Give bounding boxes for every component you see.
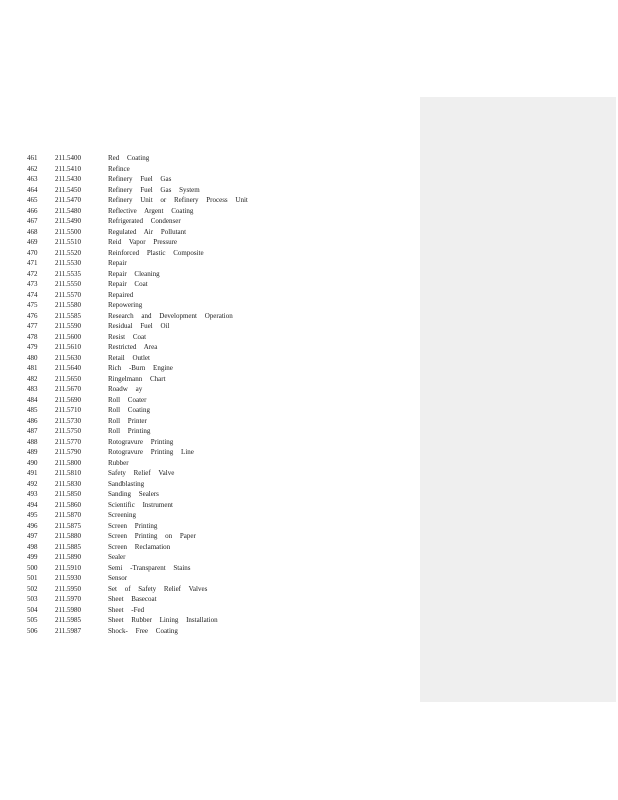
definition-row <box>27 405 407 416</box>
definition-term: Roadw ay <box>108 385 143 393</box>
definition-number: 486 <box>27 416 38 425</box>
definition-term: Reflective Argent Coating <box>108 206 194 215</box>
definition-number: 491 <box>27 469 38 477</box>
definition-row <box>27 321 407 332</box>
definition-row <box>27 615 407 626</box>
definition-row <box>27 447 407 458</box>
definition-term: Repowering <box>108 301 143 309</box>
definition-row <box>27 216 407 227</box>
definition-number: 505 <box>27 616 38 624</box>
definition-term: Repair Cleaning <box>108 269 160 278</box>
definition-row <box>27 458 407 469</box>
definition-number: 475 <box>27 301 38 309</box>
definition-number: 481 <box>27 364 38 372</box>
definition-section: 211.5810 <box>55 469 81 477</box>
definition-term: Repair <box>108 259 127 267</box>
definition-term: Sheet Basecoat <box>108 595 157 603</box>
definition-term: Sensor <box>108 574 128 582</box>
definition-term: Sheet Rubber Lining Installation <box>108 616 218 624</box>
definition-term: Sanding Sealers <box>108 490 159 498</box>
definition-section: 211.5985 <box>55 616 81 624</box>
definition-row <box>27 374 407 385</box>
definition-section: 211.5500 <box>55 227 81 236</box>
definition-row <box>27 510 407 521</box>
definition-section: 211.5790 <box>55 448 81 456</box>
definition-row <box>27 489 407 500</box>
definition-section: 211.5880 <box>55 532 81 540</box>
definition-number: 479 <box>27 343 38 351</box>
definition-section: 211.5950 <box>55 584 81 593</box>
definition-row <box>27 342 407 353</box>
definition-number: 504 <box>27 605 38 614</box>
definition-number: 500 <box>27 563 38 572</box>
definition-section: 211.5640 <box>55 364 81 372</box>
definition-number: 461 <box>27 154 38 162</box>
definition-row <box>27 626 407 637</box>
definition-number: 488 <box>27 437 38 446</box>
definition-number: 462 <box>27 164 38 173</box>
definition-section: 211.5970 <box>55 595 81 603</box>
definition-number: 469 <box>27 238 38 246</box>
definition-row <box>27 195 407 206</box>
definition-number: 490 <box>27 458 38 467</box>
definition-term: Residual Fuel Oil <box>108 322 170 330</box>
definition-section: 211.5850 <box>55 490 81 498</box>
definition-number: 466 <box>27 206 38 215</box>
definition-term: Rich -Burn Engine <box>108 364 173 372</box>
definition-term: Semi -Transparent Stains <box>108 563 191 572</box>
definition-section: 211.5585 <box>55 311 81 320</box>
definition-row <box>27 311 407 322</box>
definition-term: Red Coating <box>108 154 150 162</box>
definition-row <box>27 185 407 196</box>
definition-number: 499 <box>27 553 38 561</box>
definition-term: Shock- Free Coating <box>108 626 178 635</box>
definition-term: Regulated Air Pollutant <box>108 227 187 236</box>
definition-number: 471 <box>27 259 38 267</box>
definition-row <box>27 153 407 164</box>
definition-number: 482 <box>27 374 38 383</box>
definition-term: Refinery Fuel Gas <box>108 175 172 183</box>
definition-section: 211.5910 <box>55 563 81 572</box>
definition-section: 211.5930 <box>55 574 81 582</box>
definition-section: 211.5690 <box>55 395 81 404</box>
definition-number: 483 <box>27 385 38 393</box>
definition-term: Safety Relief Valve <box>108 469 175 477</box>
definition-section: 211.5400 <box>55 154 81 162</box>
definition-row <box>27 416 407 427</box>
definition-row <box>27 290 407 301</box>
definition-section: 211.5875 <box>55 521 81 530</box>
definition-number: 494 <box>27 500 38 509</box>
definition-term: Rubber <box>108 458 129 467</box>
definitions-list <box>27 153 407 636</box>
definition-row <box>27 521 407 532</box>
definition-section: 211.5450 <box>55 185 81 194</box>
definition-number: 503 <box>27 595 38 603</box>
definition-row <box>27 353 407 364</box>
definition-row <box>27 332 407 343</box>
definition-section: 211.5730 <box>55 416 81 425</box>
definition-term: Refinery Unit or Refinery Process Unit <box>108 196 248 204</box>
comment-pane <box>420 97 616 702</box>
definition-number: 476 <box>27 311 38 320</box>
definition-section: 211.5470 <box>55 196 81 204</box>
definition-number: 497 <box>27 532 38 540</box>
definition-section: 211.5535 <box>55 269 81 278</box>
definition-term: Repaired <box>108 290 134 299</box>
definition-number: 468 <box>27 227 38 236</box>
definition-section: 211.5885 <box>55 542 81 551</box>
definition-term: Retail Outlet <box>108 353 150 362</box>
definition-section: 211.5710 <box>55 406 81 414</box>
definition-number: 496 <box>27 521 38 530</box>
definition-section: 211.5520 <box>55 248 81 257</box>
definition-section: 211.5570 <box>55 290 81 299</box>
definition-section: 211.5490 <box>55 217 81 225</box>
definition-section: 211.5600 <box>55 332 81 341</box>
definition-term: Refrigerated Condenser <box>108 217 181 225</box>
definition-section: 211.5550 <box>55 280 81 288</box>
definition-number: 463 <box>27 175 38 183</box>
definition-term: Resist Coat <box>108 332 147 341</box>
definition-row <box>27 552 407 563</box>
definition-row <box>27 227 407 238</box>
definition-section: 211.5410 <box>55 164 81 173</box>
definition-row <box>27 605 407 616</box>
definition-section: 211.5630 <box>55 353 81 362</box>
definition-number: 501 <box>27 574 38 582</box>
definition-term: Roll Printing <box>108 427 151 435</box>
definition-row <box>27 248 407 259</box>
definition-row <box>27 563 407 574</box>
definition-section: 211.5670 <box>55 385 81 393</box>
definition-section: 211.5610 <box>55 343 81 351</box>
definition-row <box>27 594 407 605</box>
definition-row <box>27 237 407 248</box>
definition-row <box>27 384 407 395</box>
definition-number: 474 <box>27 290 38 299</box>
definition-row <box>27 500 407 511</box>
definition-term: Ringelmann Chart <box>108 374 166 383</box>
definition-row <box>27 437 407 448</box>
definition-section: 211.5800 <box>55 458 81 467</box>
definition-number: 495 <box>27 511 38 519</box>
definition-row <box>27 584 407 595</box>
definition-number: 473 <box>27 280 38 288</box>
definition-term: Refinery Fuel Gas System <box>108 185 200 194</box>
definition-term: Rotogravure Printing <box>108 437 174 446</box>
definition-term: Repair Coat <box>108 280 148 288</box>
definition-row <box>27 395 407 406</box>
definition-number: 498 <box>27 542 38 551</box>
definition-section: 211.5870 <box>55 511 81 519</box>
definition-number: 464 <box>27 185 38 194</box>
definition-term: Scientific Instrument <box>108 500 173 509</box>
definition-row <box>27 479 407 490</box>
definition-section: 211.5860 <box>55 500 81 509</box>
definition-row <box>27 300 407 311</box>
definition-number: 477 <box>27 322 38 330</box>
definition-term: Sheet -Fed <box>108 605 145 614</box>
definition-section: 211.5480 <box>55 206 81 215</box>
definition-section: 211.5580 <box>55 301 81 309</box>
definition-number: 484 <box>27 395 38 404</box>
definition-row <box>27 258 407 269</box>
definition-number: 467 <box>27 217 38 225</box>
definition-number: 493 <box>27 490 38 498</box>
definition-row <box>27 279 407 290</box>
definition-row <box>27 468 407 479</box>
definition-section: 211.5590 <box>55 322 81 330</box>
definition-section: 211.5770 <box>55 437 81 446</box>
definition-section: 211.5650 <box>55 374 81 383</box>
definition-number: 478 <box>27 332 38 341</box>
definition-section: 211.5830 <box>55 479 81 488</box>
definition-row <box>27 164 407 175</box>
definition-term: Screening <box>108 511 136 519</box>
definition-section: 211.5890 <box>55 553 81 561</box>
definition-number: 502 <box>27 584 38 593</box>
definition-number: 489 <box>27 448 38 456</box>
definition-row <box>27 426 407 437</box>
definition-term: Sealer <box>108 553 126 561</box>
definition-row <box>27 542 407 553</box>
definition-term: Reinforced Plastic Composite <box>108 248 204 257</box>
definition-section: 211.5980 <box>55 605 81 614</box>
definition-term: Research and Development Operation <box>108 311 233 320</box>
definition-row <box>27 174 407 185</box>
definition-term: Rotogravure Printing Line <box>108 448 194 456</box>
definition-number: 470 <box>27 248 38 257</box>
definition-section: 211.5510 <box>55 238 81 246</box>
definition-section: 211.5530 <box>55 259 81 267</box>
definition-term: Restricted Area <box>108 343 158 351</box>
definition-number: 506 <box>27 626 38 635</box>
definition-number: 485 <box>27 406 38 414</box>
definition-term: Roll Coating <box>108 406 150 414</box>
definition-term: Sandblasting <box>108 479 145 488</box>
definition-number: 472 <box>27 269 38 278</box>
definition-row <box>27 363 407 374</box>
definition-number: 487 <box>27 427 38 435</box>
definition-section: 211.5750 <box>55 427 81 435</box>
definition-term: Refince <box>108 164 130 173</box>
definition-number: 465 <box>27 196 38 204</box>
definition-term: Set of Safety Relief Valves <box>108 584 208 593</box>
definition-term: Roll Coater <box>108 395 147 404</box>
definition-row <box>27 269 407 280</box>
definition-term: Screen Printing <box>108 521 158 530</box>
definition-row <box>27 206 407 217</box>
definition-section: 211.5987 <box>55 626 81 635</box>
definition-term: Screen Printing on Paper <box>108 532 196 540</box>
definition-term: Roll Printer <box>108 416 147 425</box>
definition-term: Screen Reclamation <box>108 542 171 551</box>
definition-number: 480 <box>27 353 38 362</box>
definition-row <box>27 573 407 584</box>
definition-term: Reid Vapor Pressure <box>108 238 178 246</box>
definition-section: 211.5430 <box>55 175 81 183</box>
definition-row <box>27 531 407 542</box>
definition-number: 492 <box>27 479 38 488</box>
